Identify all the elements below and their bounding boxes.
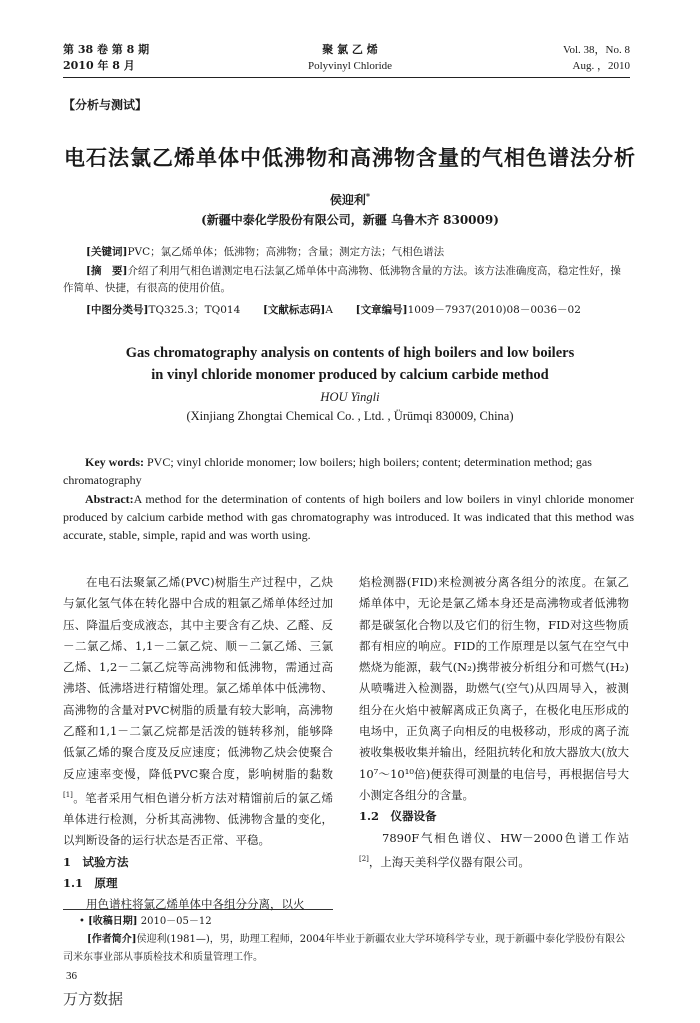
footnote-bullet-icon: •	[79, 916, 89, 927]
body-paragraph: 在电石法聚氯乙烯(PVC)树脂生产过程中，乙炔与氯化氢气体在转化器中合成的粗氯乙烯单体经过加压、降温后变成液态，其中主要含有乙炔、乙醛、反－二氯乙烯、1,1－二氯乙烷、顺－二氯乙烯、三氯乙烯、1,2－二氯乙烷等高沸物和低沸物，需通过高沸塔、低沸塔进行精馏处理。氯乙烯单体中低沸物、高沸物的含量对PVC树脂的质量有较大影响，高沸物乙醛和1,1－二氯乙烷都是活泼的链转移剂，能够降低氯乙烯的聚合度及反应速度；低沸物乙炔会使聚合反应速率变慢，降低PVC聚合度，影响树脂的黏数[1]。笔者采用气相色谱分析方法对精馏前后的氯乙烯单体进行检测，分析其高沸物、低沸物含量的变化，以判断设备的运行状态是否正常、平稳。	[63, 575, 333, 848]
footnote-rule	[63, 909, 333, 910]
footnote-author-bio	[63, 931, 633, 967]
abstract-zh-text: 介绍了利用气相色谱测定电石法氯乙烯单体中高沸物、低沸物含量的方法。该方法准确度高，稳定性好，操作简单、快捷，有很高的使用价值。	[63, 265, 621, 294]
footnote	[63, 913, 633, 967]
body-column-left	[63, 572, 333, 916]
paper-title-zh: 电石法氯乙烯单体中低沸物和高沸物含量的气相色谱法分析	[64, 145, 636, 170]
citation-ref: [1]	[63, 790, 73, 799]
bio-label: [作者简介]	[87, 934, 137, 945]
header-volume-issue-en: Vol. 38，No. 8	[562, 44, 630, 56]
header-date-zh: 2010 年 8 月	[63, 59, 135, 72]
body-paragraph: 用色谱柱将氯乙烯单体中各组分分离，以火	[86, 897, 305, 912]
article-id-label: [文章编号]	[355, 304, 408, 316]
citation-ref: [2]	[359, 854, 369, 863]
page-number: 36	[66, 970, 77, 982]
abstract-en-label: Abstract:	[85, 492, 134, 506]
journal-name-en: Polyvinyl Chloride	[307, 60, 393, 72]
section-heading: 1 试验方法	[63, 854, 129, 869]
clc-value: TQ325.3；TQ014	[148, 304, 241, 316]
author-zh	[0, 191, 700, 208]
abstract-en	[63, 490, 634, 544]
body-column-right	[359, 572, 629, 873]
received-value: 2010－05－12	[140, 916, 212, 927]
header-volume-zh: 第 38 卷 第 8 期	[63, 43, 150, 56]
keywords-en	[63, 453, 634, 489]
keywords-en-label: Key words:	[85, 455, 144, 469]
journal-name-zh: 聚 氯 乙 烯	[322, 43, 378, 56]
author-footnote-mark: *	[365, 191, 371, 201]
header-volume-en	[563, 42, 630, 74]
bio-text: 侯迎利(1981—)，男，助理工程师，2004年毕业于新疆农业大学环境科学专业，现于新疆中泰化学股份有限公司米东事业部从事质检技术和质量管理工作。	[63, 934, 626, 963]
author-name-zh: 侯迎利	[329, 193, 366, 207]
keywords-zh	[86, 244, 631, 261]
received-label: [收稿日期]	[88, 916, 138, 927]
doc-code-label: [文献标志码]	[262, 304, 326, 316]
subsection-heading: 1.2 仪器设备	[359, 809, 437, 824]
keywords-zh-label: [关键词]	[86, 246, 128, 258]
affiliation-en: (Xinjiang Zhongtai Chemical Co. , Ltd. , Ürümqi 830009, China)	[186, 409, 514, 423]
abstract-zh-label: [摘 要]	[86, 265, 128, 277]
header-rule	[63, 77, 630, 78]
watermark: 万方数据	[63, 990, 124, 1008]
abstract-en-text: A method for the determination of contents of high boilers and low boilers in vinyl chloride monomer produced by calcium carbide method with gas chromatography was introduced. It was indicated that this method was accurate, stable, simple, rapid and was worth using.	[63, 492, 634, 542]
keywords-en-text: PVC; vinyl chloride monomer; low boilers; high boilers; content; determination method; gas chromatography	[63, 455, 592, 487]
clc-label: [中图分类号]	[86, 304, 149, 316]
article-id-value: 1009－7937(2010)08－0036－02	[407, 304, 581, 316]
paper-title-en-line2: in vinyl chloride monomer produced by calcium carbide method	[151, 367, 549, 383]
author-en: HOU Yingli	[320, 390, 380, 404]
subsection-heading: 1.1 原理	[63, 875, 118, 890]
body-paragraph: 焰检测器(FID)来检测被分离各组分的浓度。在氯乙烯单体中，无论是氯乙烯本身还是高沸物或者低沸物都是碳氢化合物以及它们的衍生物，FID对这些物质都有相应的响应。FID的工作原理是以氢气在空气中燃烧为能源，载气(N₂)携带被分析组分和可燃气(H₂)从喷嘴进入检测器，助燃气(空气)从四周导入，被测组分在火焰中被解离成正负离子，在极化电压形成的电场中，正负离子向相反的电极移动，形成的离子流被收集极收集并输出，经阻抗转化和放大器放大(放大10⁷～10¹⁰倍)便获得可测量的电信号，再根据信号大小测定各组分的含量。	[359, 575, 629, 802]
body-paragraph: 7890F气相色谱仪、HW－2000色谱工作站[2]，上海天美科学仪器有限公司。	[359, 830, 629, 869]
section-label: 【分析与测试】	[63, 98, 148, 112]
doc-code-value: A	[325, 304, 333, 316]
paper-title-en-line1: Gas chromatography analysis on contents of high boilers and low boilers	[125, 345, 575, 361]
header-date-en: Aug. ，2010	[572, 60, 630, 72]
abstract-zh	[63, 263, 631, 297]
classification-line	[86, 302, 631, 319]
paper-title-en	[0, 342, 700, 386]
keywords-zh-text: PVC；氯乙烯单体；低沸物；高沸物；含量；测定方法；气相色谱法	[127, 246, 445, 258]
affiliation-zh: (新疆中泰化学股份有限公司，新疆 乌鲁木齐 830009)	[201, 213, 499, 227]
footnote-received	[63, 913, 633, 931]
